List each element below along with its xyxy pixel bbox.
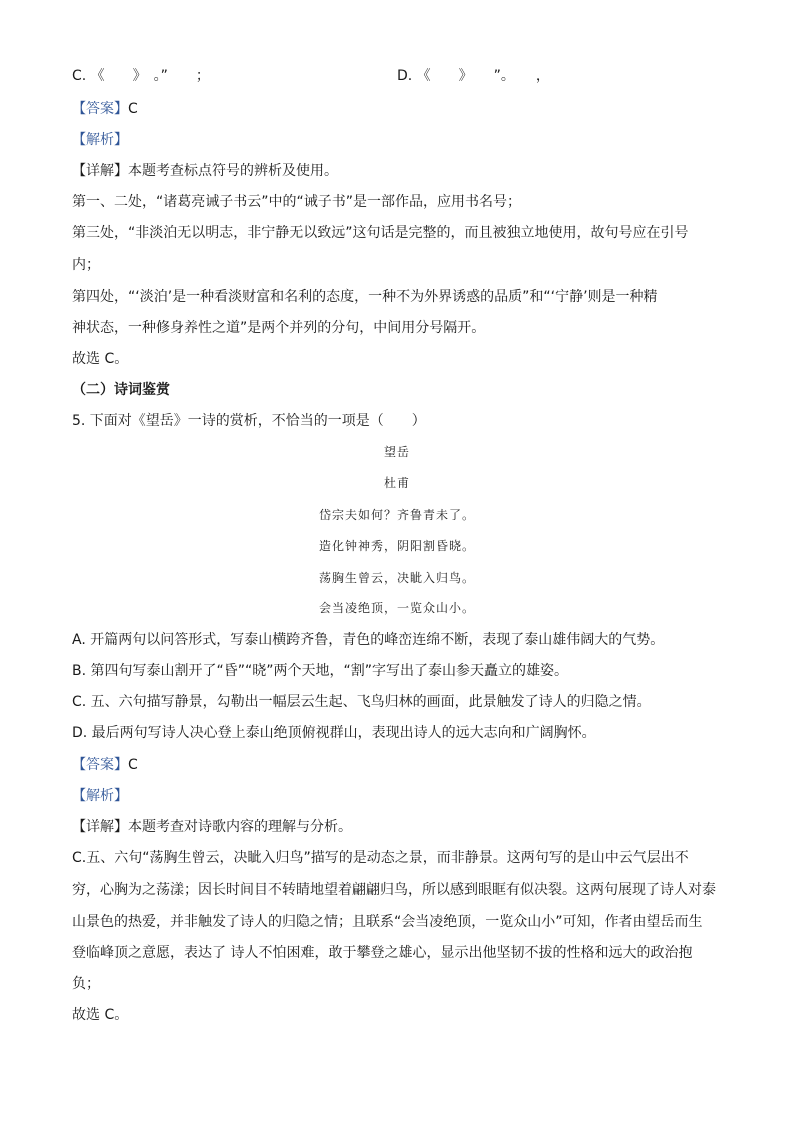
q5-conclusion: 故选 C。 bbox=[72, 1007, 129, 1023]
q5-option-c: C. 五、六句描写静景，勾勒出一幅层云生起、飞鸟归林的画面，此景触发了诗人的归隐之情。 bbox=[72, 694, 651, 710]
poem-title: 望岳 bbox=[383, 445, 410, 459]
poem-line: 造化钟神秀，阴阳割昏晓。 bbox=[318, 539, 475, 553]
option-c-line bbox=[72, 66, 210, 86]
q5-analysis-line bbox=[72, 786, 128, 806]
answer-tag: 【答案】 bbox=[72, 101, 128, 117]
q5-explanation-line: 登临峰顶之意愿，表达了 诗人不怕困难，敢于攀登之雄心，显示出他坚韧不拔的性格和远大的政治抱 bbox=[72, 945, 693, 961]
q5-explanation-line: 穷，心胸为之荡漾；因长时间目不转睛地望着翩翩归鸟，所以感到眼眶有似决裂。这两句展现了诗人对泰 bbox=[72, 882, 716, 898]
q4-para-3a: 第四处，“‘淡泊’是一种看淡财富和名利的态度，一种不为外界诱惑的品质”和“‘宁静’则是一种精 bbox=[72, 289, 658, 305]
q4-para-3b: 神状态，一种修身养性之道”是两个并列的分句，中间用分号隔开。 bbox=[72, 320, 486, 336]
q4-para-2a: 第三处，“非淡泊无以明志，非宁静无以致远”这句话是完整的，而且被独立地使用，故句号应在引号 bbox=[72, 225, 689, 241]
q5-option-d: D. 最后两句写诗人决心登上泰山绝顶俯视群山，表现出诗人的远大志向和广阔胸怀。 bbox=[72, 725, 596, 741]
q5-option-a: A. 开篇两句以问答形式，写泰山横跨齐鲁，青色的峰峦连绵不断，表现了泰山雄伟阔大的气势。 bbox=[72, 632, 665, 648]
detail-tag: 【详解】 bbox=[72, 163, 128, 179]
answer-value: C bbox=[128, 101, 138, 117]
analysis-tag: 【解析】 bbox=[72, 132, 128, 148]
q4-answer-line bbox=[72, 99, 138, 119]
poem-line: 会当凌绝顶，一览众山小。 bbox=[318, 601, 475, 615]
detail-text: 本题考查对诗歌内容的理解与分析。 bbox=[128, 819, 352, 835]
q4-detail-line bbox=[72, 161, 338, 181]
q4-conclusion: 故选 C。 bbox=[72, 351, 129, 367]
section-heading: （二）诗词鉴赏 bbox=[72, 382, 170, 398]
analysis-tag: 【解析】 bbox=[72, 788, 128, 804]
detail-text: 本题考查标点符号的辨析及使用。 bbox=[128, 163, 338, 179]
option-c: C. 《 》 。” ； bbox=[72, 68, 210, 84]
q5-stem: 5. 下面对《望岳》一诗的赏析，不恰当的一项是（ ） bbox=[72, 413, 426, 429]
answer-tag: 【答案】 bbox=[72, 757, 128, 773]
q5-explanation-line: 负； bbox=[72, 976, 100, 992]
option-d-line bbox=[397, 66, 550, 86]
q5-detail-line bbox=[72, 817, 352, 837]
answer-value: C bbox=[128, 757, 138, 773]
poem-author: 杜甫 bbox=[383, 476, 410, 490]
q4-para-2b: 内； bbox=[72, 257, 100, 273]
detail-tag: 【详解】 bbox=[72, 819, 128, 835]
q4-analysis-line bbox=[72, 130, 128, 150]
q4-para-1: 第一、二处，“诸葛亮诫子书云”中的“诫子书”是一部作品，应用书名号； bbox=[72, 194, 522, 210]
q5-option-b: B. 第四句写泰山割开了“昏”“晓”两个天地，“割”字写出了泰山参天矗立的雄姿。 bbox=[72, 663, 569, 679]
q5-explanation-line: C.五、六句“荡胸生曾云，决眦入归鸟”描写的是动态之景，而非静景。这两句写的是山中云气层出不 bbox=[72, 850, 689, 866]
poem-line: 岱宗夫如何？齐鲁青未了。 bbox=[318, 508, 475, 522]
poem-line: 荡胸生曾云，决眦入归鸟。 bbox=[318, 571, 475, 585]
q5-answer-line bbox=[72, 755, 138, 775]
q5-explanation-line: 山景色的热爱，并非触发了诗人的归隐之情；且联系“会当凌绝顶，一览众山小”可知，作者由望岳而生 bbox=[72, 914, 703, 930]
option-d: D. 《 》 ”。 ， bbox=[397, 68, 550, 84]
